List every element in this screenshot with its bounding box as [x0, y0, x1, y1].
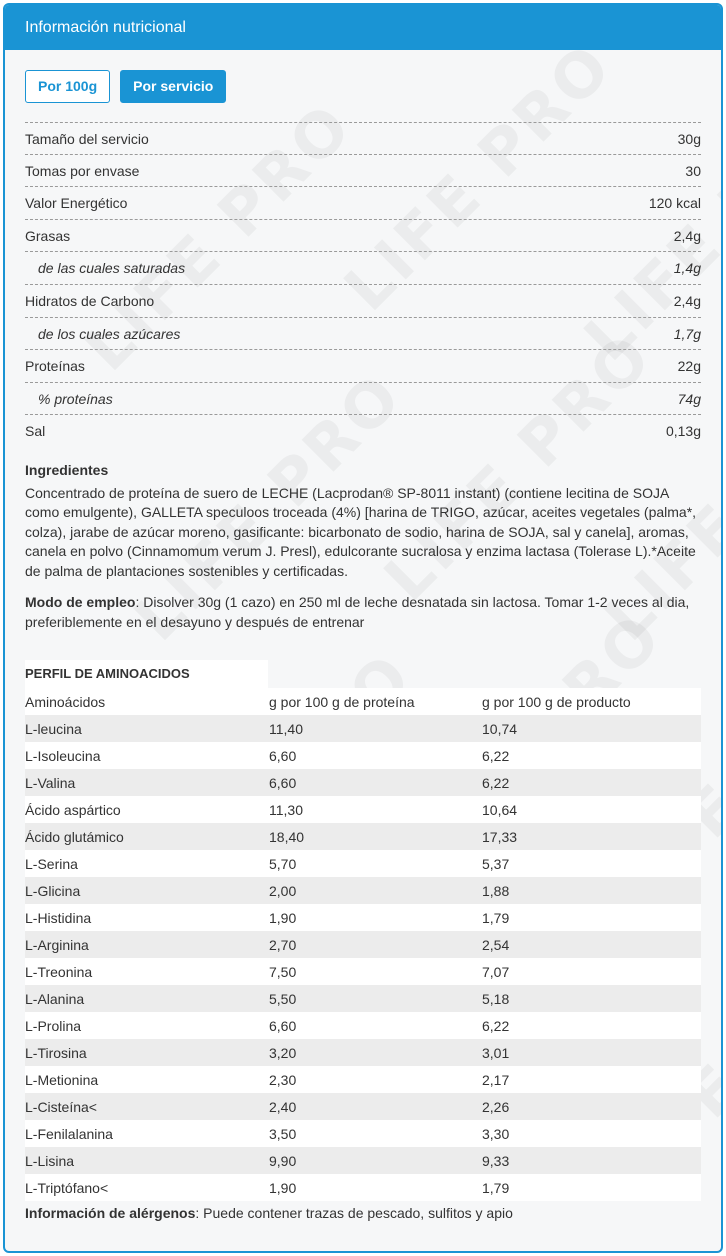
nutrient-value: 2,4g — [673, 292, 701, 309]
per-protein-cell: 18,40 — [269, 823, 482, 850]
per-product-cell: g por 100 g de producto — [482, 688, 701, 715]
table-row — [25, 850, 701, 877]
nutrition-row — [25, 220, 701, 253]
amino-name-cell: L-Arginina — [25, 931, 269, 958]
nutrient-value: 30 — [685, 162, 701, 179]
per-protein-cell: 3,20 — [269, 1039, 482, 1066]
per-protein-cell: 3,50 — [269, 1120, 482, 1147]
table-row — [25, 1147, 701, 1174]
nutrition-row — [25, 350, 701, 383]
nutrient-value: 1,7g — [673, 325, 701, 342]
per-product-cell: 10,74 — [482, 715, 701, 742]
per-protein-cell: 2,70 — [269, 931, 482, 958]
table-row — [25, 1120, 701, 1147]
nutrition-subrow — [25, 252, 701, 285]
nutrition-subrow — [25, 318, 701, 351]
allergen-text: : Puede contener trazas de pescado, sulfitos y apio — [195, 1205, 513, 1222]
table-row — [25, 742, 701, 769]
table-row — [25, 1066, 701, 1093]
amino-name-cell: L-Glicina — [25, 877, 269, 904]
amino-name-cell: L-Fenilalanina — [25, 1120, 269, 1147]
usage-text: : Disolver 30g (1 cazo) en 250 ml de leche desnatada sin lactosa. Tomar 1-2 veces al dia, preferiblemente en el desayuno y después de entrenar — [25, 594, 690, 630]
nutrition-table — [25, 122, 701, 448]
nutrient-value: 120 kcal — [648, 195, 701, 212]
nutrient-label: Tamaño del servicio — [25, 131, 149, 147]
per-product-cell: 3,30 — [482, 1120, 701, 1147]
nutrition-row — [25, 415, 701, 448]
per-protein-cell: g por 100 g de proteína — [269, 688, 482, 715]
per-product-cell: 1,79 — [482, 904, 701, 931]
usage-paragraph — [25, 593, 701, 632]
panel-content — [5, 50, 721, 1221]
tab-per-100g[interactable]: Por 100g — [25, 70, 110, 103]
per-protein-cell: 2,00 — [269, 877, 482, 904]
per-product-cell: 6,22 — [482, 769, 701, 796]
amino-name-cell: L-Cisteína< — [25, 1093, 269, 1120]
nutrient-value: 0,13g — [665, 423, 701, 440]
per-protein-cell: 2,40 — [269, 1093, 482, 1120]
nutrient-value: 74g — [677, 390, 701, 407]
table-row — [25, 1174, 701, 1201]
nutrient-label: Valor Energético — [25, 195, 128, 212]
allergen-label: Información de alérgenos — [25, 1205, 196, 1222]
per-product-cell: 2,17 — [482, 1066, 701, 1093]
table-row — [25, 877, 701, 904]
per-product-cell: 6,22 — [482, 1012, 701, 1039]
panel-title: Información nutricional — [5, 5, 721, 50]
nutrient-label: Proteínas — [25, 358, 85, 375]
table-row — [25, 769, 701, 796]
per-protein-cell: 2,30 — [269, 1066, 482, 1093]
per-product-cell: 5,18 — [482, 985, 701, 1012]
per-protein-cell: 1,90 — [269, 904, 482, 931]
usage-label: Modo de empleo — [25, 594, 136, 611]
amino-name-cell: L-Histidina — [25, 904, 269, 931]
nutrient-label: Tomas por envase — [25, 162, 140, 179]
amino-name-cell: L-Isoleucina — [25, 742, 269, 769]
table-row — [25, 931, 701, 958]
table-row — [25, 823, 701, 850]
amino-name-cell: L-Prolina — [25, 1012, 269, 1039]
nutrient-label: % proteínas — [38, 390, 113, 407]
amino-name-cell: L-Triptófano< — [25, 1174, 269, 1201]
amino-name-cell: Aminoácidos — [25, 688, 269, 715]
nutrition-row — [25, 187, 701, 220]
nutrient-value: 30g — [677, 131, 701, 147]
per-product-cell: 1,88 — [482, 877, 701, 904]
nutrition-row — [25, 155, 701, 188]
per-product-cell: 9,33 — [482, 1147, 701, 1174]
per-protein-cell: 6,60 — [269, 769, 482, 796]
nutrient-value: 1,4g — [673, 260, 701, 277]
nutrient-label: Grasas — [25, 227, 71, 244]
per-product-cell: 2,54 — [482, 931, 701, 958]
allergen-info — [25, 1205, 701, 1221]
tab-per-serving[interactable]: Por servicio — [120, 70, 226, 103]
per-protein-cell: 9,90 — [269, 1147, 482, 1174]
amino-name-cell: L-Tirosina — [25, 1039, 269, 1066]
amino-name-cell: Ácido aspártico — [25, 796, 269, 823]
per-product-cell: 2,26 — [482, 1093, 701, 1120]
table-row — [25, 796, 701, 823]
nutrient-value: 22g — [677, 358, 701, 375]
amino-acid-table — [25, 688, 701, 1201]
nutrient-label: de las cuales saturadas — [38, 260, 186, 277]
per-protein-cell: 5,70 — [269, 850, 482, 877]
amino-acid-table-body — [25, 688, 701, 1201]
nutrient-label: Hidratos de Carbono — [25, 292, 155, 309]
serving-tabs — [25, 70, 701, 103]
table-row — [25, 904, 701, 931]
amino-name-cell: L-Lisina — [25, 1147, 269, 1174]
table-row — [25, 958, 701, 985]
table-row — [25, 1093, 701, 1120]
table-row — [25, 985, 701, 1012]
nutrition-row — [25, 285, 701, 318]
nutrition-subrow — [25, 383, 701, 416]
ingredients-text: Concentrado de proteína de suero de LECHE (Lacprodan® SP-8011 instant) (contiene lecitina de SOJA como emulgente), GALLETA speculoos troceada (4%) [harina de TRIGO, azúcar, aceites vegetales (palma*, colza), jarabe de azúcar moreno, gasificante: bicarbonato de sodio, harina de SOJA, sal y canela], aromas, canela en polvo (Cinnamomum verum J. Presl), edulcorante sucralosa y enzima lactasa (Tolerase L).*Aceite de palma de plantaciones sostenibles y certificadas. — [25, 484, 697, 579]
amino-name-cell: L-Alanina — [25, 985, 269, 1012]
amino-name-cell: L-Treonina — [25, 958, 269, 985]
nutrition-row — [25, 122, 701, 155]
nutrient-label: Sal — [25, 423, 46, 440]
amino-name-cell: L-Metionina — [25, 1066, 269, 1093]
per-product-cell: 3,01 — [482, 1039, 701, 1066]
nutrient-value: 2,4g — [673, 227, 701, 244]
per-product-cell: 17,33 — [482, 823, 701, 850]
per-product-cell: 10,64 — [482, 796, 701, 823]
per-protein-cell: 7,50 — [269, 958, 482, 985]
amino-name-cell: Ácido glutámico — [25, 823, 269, 850]
per-product-cell: 6,22 — [482, 742, 701, 769]
ingredients-title: Ingredientes — [25, 461, 109, 478]
per-protein-cell: 6,60 — [269, 1012, 482, 1039]
table-row — [25, 1012, 701, 1039]
amino-name-cell: L-leucina — [25, 715, 269, 742]
per-protein-cell: 11,30 — [269, 796, 482, 823]
amino-name-cell: L-Valina — [25, 769, 269, 796]
amino-table-header — [25, 688, 701, 715]
per-product-cell: 5,37 — [482, 850, 701, 877]
table-row — [25, 715, 701, 742]
nutrition-panel — [3, 3, 723, 1253]
amino-name-cell: L-Serina — [25, 850, 269, 877]
table-row — [25, 1039, 701, 1066]
per-protein-cell: 6,60 — [269, 742, 482, 769]
per-protein-cell: 5,50 — [269, 985, 482, 1012]
nutrient-label: de los cuales azúcares — [38, 325, 181, 342]
per-product-cell: 1,79 — [482, 1174, 701, 1201]
per-protein-cell: 11,40 — [269, 715, 482, 742]
amino-profile-title: PERFIL DE AMINOACIDOS — [25, 660, 268, 688]
per-product-cell: 7,07 — [482, 958, 701, 985]
per-protein-cell: 1,90 — [269, 1174, 482, 1201]
